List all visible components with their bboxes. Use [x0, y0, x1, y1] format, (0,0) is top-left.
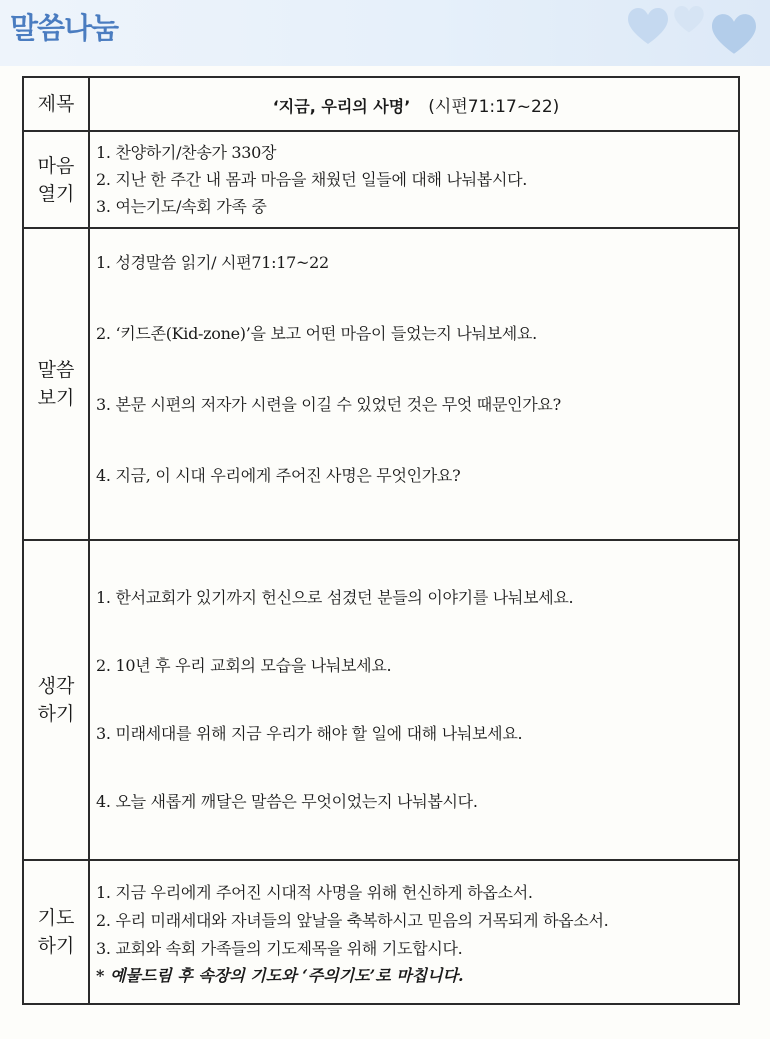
section-label-line: 열기 [37, 182, 75, 205]
list-item: 3. 교회와 속회 가족들의 기도제목을 위해 기도합시다. [96, 938, 463, 958]
section-row [23, 228, 739, 540]
section-label [23, 540, 89, 860]
scripture-reference: (시편71:17~22) [428, 96, 560, 117]
section-row [23, 540, 739, 860]
section-label-line: 보기 [37, 387, 75, 409]
heart-icon [628, 8, 668, 46]
section-content [89, 228, 739, 540]
sermon-title-text: ‘지금, 우리의 사명’ [272, 96, 411, 116]
section-content [89, 860, 739, 1004]
list-item: 1. 성경말씀 읽기/ 시편71:17~22 [96, 252, 329, 272]
section-label-line: 하기 [37, 703, 75, 725]
header-band [0, 0, 770, 66]
list-item: 4. 오늘 새롭게 깨달은 말씀은 무엇이었는지 나눠봅시다. [96, 792, 478, 811]
section-label [23, 131, 89, 228]
list-item: 1. 한서교회가 있기까지 헌신으로 섬겼던 분들의 이야기를 나눠보세요. [96, 588, 574, 607]
title-row [23, 77, 739, 131]
section-row [23, 860, 739, 1004]
section-label-line: 마음 [37, 154, 75, 177]
section-content [89, 131, 739, 228]
heart-icon [674, 6, 704, 34]
section-label-line: 기도 [37, 907, 75, 929]
section-label [23, 860, 89, 1004]
list-item: 1. 지금 우리에게 주어진 시대적 사명을 위해 헌신하게 하옵소서. [96, 882, 533, 902]
list-item: 2. 우리 미래세대와 자녀들의 앞날을 축복하시고 믿음의 거목되게 하옵소서. [96, 910, 609, 930]
discussion-table [22, 76, 740, 1005]
section-label-line: 하기 [37, 935, 75, 957]
page-title: 말씀나눔 [10, 11, 119, 45]
list-item: 2. 지난 한 주간 내 몸과 마음을 채웠던 일들에 대해 나눠봅시다. [96, 170, 528, 189]
section-label [23, 228, 89, 540]
section-label-line: 말씀 [37, 359, 75, 381]
list-item: 4. 지금, 이 시대 우리에게 주어진 사명은 무엇인가요? [96, 465, 461, 485]
list-item: 2. ‘키드존(Kid-zone)’을 보고 어떤 마음이 들었는지 나눠보세요. [96, 323, 537, 343]
title-label: 제목 [23, 77, 89, 131]
list-item: 3. 미래세대를 위해 지금 우리가 해야 할 일에 대해 나눠보세요. [96, 724, 523, 743]
sermon-title [89, 77, 739, 131]
section-content [89, 540, 739, 860]
closing-note: * 예물드림 후 속장의 기도와 ‘주의기도’로 마칩니다. [96, 965, 464, 985]
section-label-line: 생각 [37, 675, 75, 697]
section-row [23, 131, 739, 228]
list-item: 2. 10년 후 우리 교회의 모습을 나눠보세요. [96, 656, 392, 675]
list-item: 1. 찬양하기/찬송가 330장 [96, 143, 277, 162]
heart-icon [712, 14, 756, 56]
list-item: 3. 본문 시편의 저자가 시련을 이길 수 있었던 것은 무엇 때문인가요? [96, 394, 561, 414]
list-item: 3. 여는기도/속회 가족 중 [96, 197, 267, 216]
